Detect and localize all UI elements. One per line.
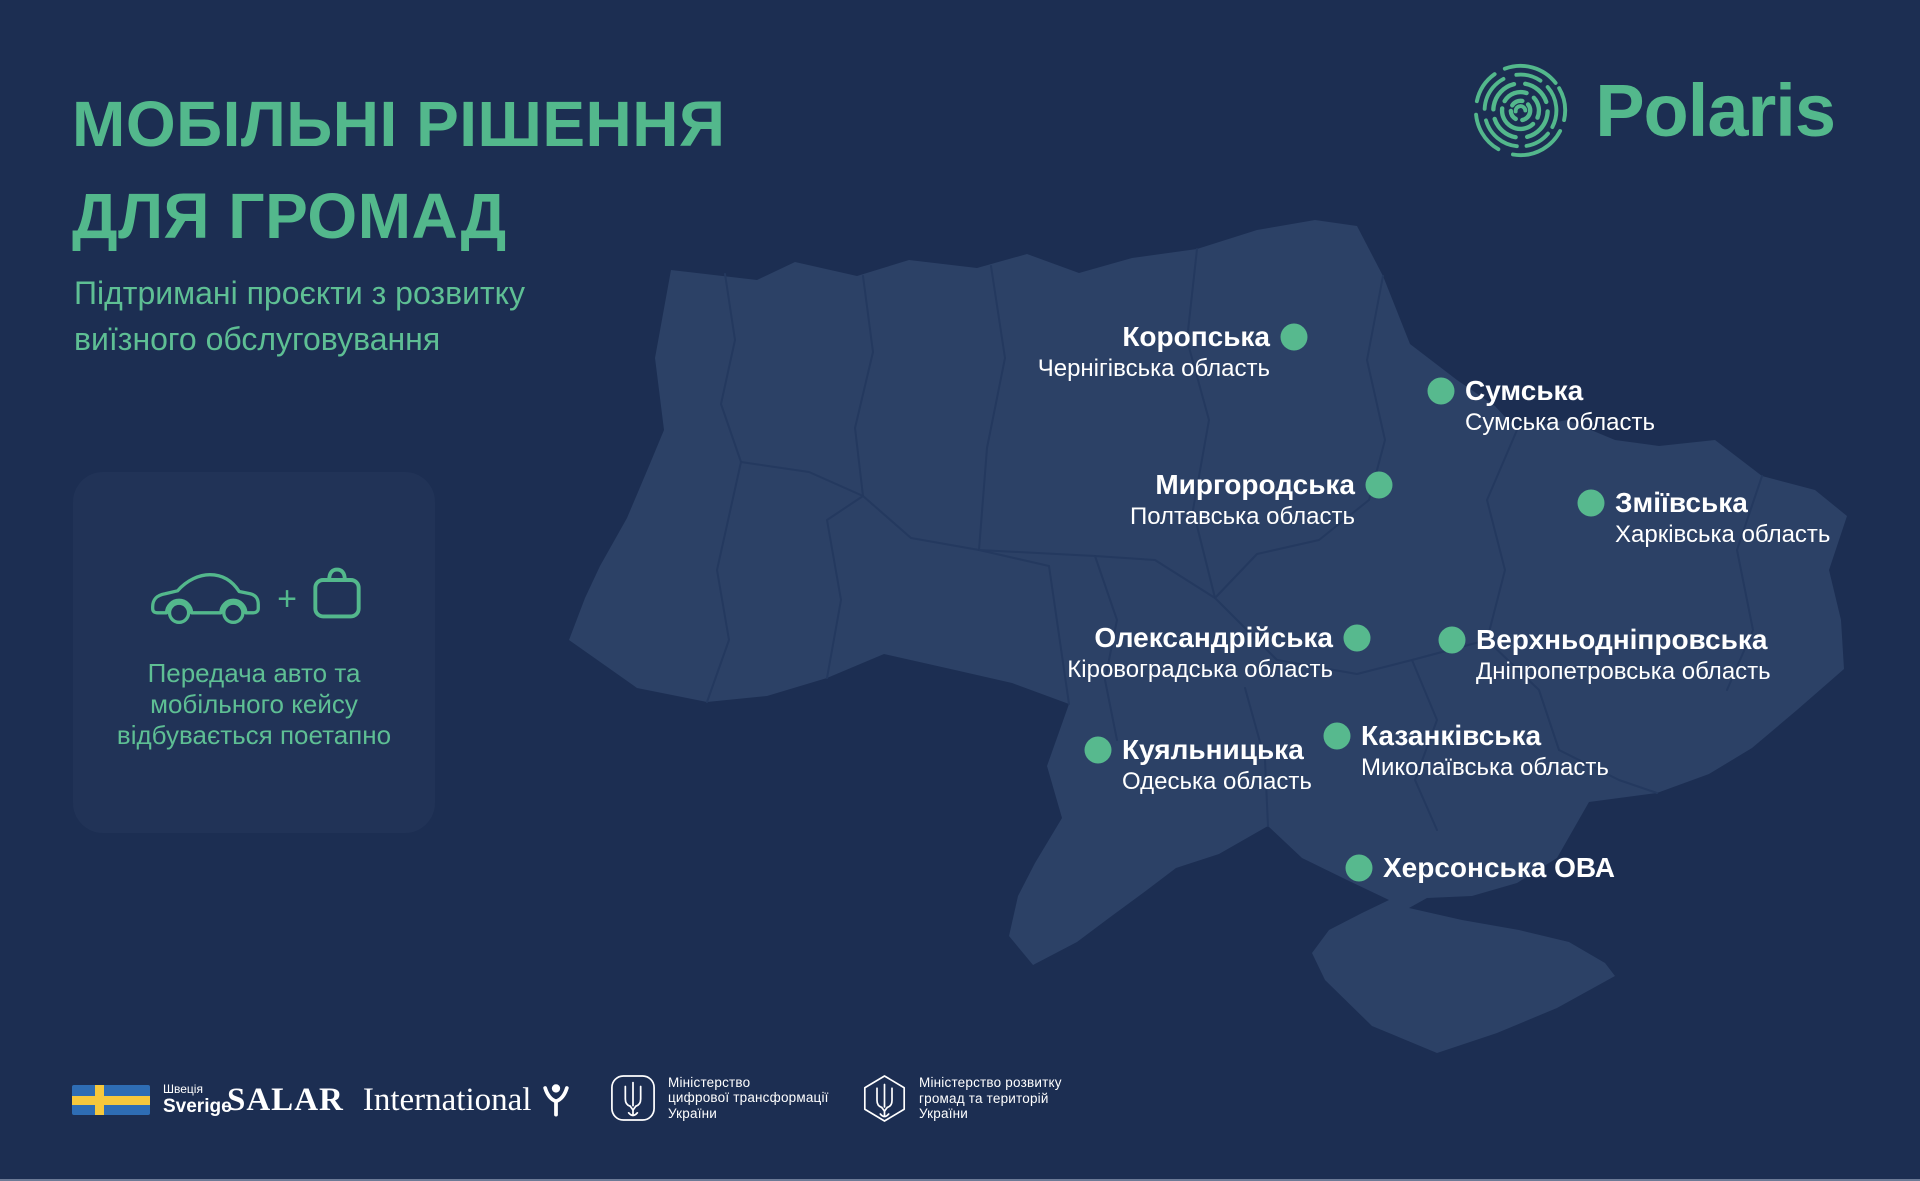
marker-label: [1465, 374, 1655, 437]
marker-oblast: Чернігівська область: [1037, 355, 1270, 382]
marker-dot: [1578, 490, 1605, 517]
marker-label: [1615, 486, 1830, 549]
marker-dot: [1085, 737, 1112, 764]
car-icon: [145, 560, 263, 626]
marker-name: Верхньодніпровська: [1476, 624, 1768, 655]
marker-name: Коропська: [1122, 321, 1270, 352]
footer: [0, 1060, 1920, 1150]
sweden-flag-icon: [72, 1085, 150, 1115]
marker-name: Куяльницька: [1122, 734, 1304, 765]
marker-dot: [1344, 625, 1371, 652]
marker-label: [1122, 733, 1312, 796]
marker-oblast: Сумська область: [1465, 409, 1655, 436]
ministry-communities-line3: України: [919, 1106, 969, 1122]
ministry-communities-logo: [862, 1074, 1062, 1123]
marker-name: Казанківська: [1361, 720, 1542, 751]
sweden-label-large: Sverige: [163, 1096, 232, 1117]
card-text-line3: відбувається поетапно: [116, 720, 392, 750]
ministry-communities-line1: Міністерство розвитку: [919, 1075, 1062, 1091]
marker-name: Олександрійська: [1094, 622, 1333, 653]
briefcase-icon: [311, 565, 363, 621]
sweden-label-small: Швеція: [163, 1082, 203, 1096]
marker-dot: [1281, 324, 1308, 351]
salar-wordmark-regular: International: [362, 1082, 532, 1118]
marker-name: Херсонська ОВА: [1383, 852, 1615, 883]
polaris-wordmark: Polaris: [1595, 69, 1835, 152]
marker-name: Зміївська: [1615, 487, 1748, 518]
marker-label: [1067, 621, 1333, 684]
ministry-digital-line3: України: [668, 1105, 718, 1121]
page-subtitle-line1: Підтримані проєкти з розвитку: [74, 275, 525, 311]
polaris-spiral-icon: [1472, 62, 1569, 159]
card-text-line2: мобільного кейсу: [150, 689, 358, 719]
marker-oblast: Дніпропетровська область: [1476, 658, 1771, 685]
ministry-communities-line2: громад та територій: [919, 1090, 1049, 1106]
marker-oblast: Харківська область: [1615, 521, 1831, 548]
salar-wordmark-bold: SALAR: [227, 1082, 344, 1118]
marker-label: [1383, 851, 1615, 885]
polaris-logo: [1472, 62, 1835, 159]
page-title-line2: ДЛЯ ГРОМАД: [72, 180, 507, 252]
marker-oblast: Миколаївська область: [1361, 754, 1609, 781]
marker-label: [1038, 320, 1270, 383]
salar-mark-icon: [541, 1083, 571, 1118]
marker-oblast: Кіровоградська область: [1067, 656, 1333, 683]
page-subtitle: [74, 270, 525, 362]
sweden-logo: [72, 1083, 232, 1117]
ministry-digital-logo: [610, 1074, 829, 1122]
card-icons: [73, 560, 435, 626]
card-text-line1: Передача авто та: [147, 658, 361, 688]
salar-logo: [227, 1082, 571, 1119]
marker-label: [1130, 468, 1355, 531]
marker-dot: [1346, 855, 1373, 882]
card-text: [73, 658, 435, 751]
trident-hexagon-icon: [862, 1074, 907, 1123]
ministry-digital-line1: Міністерство: [668, 1074, 751, 1090]
marker-dot: [1428, 378, 1455, 405]
ministry-digital-line2: цифрової трансформації: [668, 1090, 829, 1106]
marker-name: Миргородська: [1155, 469, 1355, 500]
marker-name: Сумська: [1465, 375, 1584, 406]
plus-sign: +: [277, 579, 297, 618]
trident-rounded-square-icon: [610, 1074, 656, 1122]
marker-oblast: Одеська область: [1122, 768, 1312, 795]
handover-card: [73, 472, 435, 833]
marker-dot: [1439, 627, 1466, 654]
page-title: [72, 78, 725, 262]
page-subtitle-line2: виїзного обслуговування: [74, 321, 441, 357]
marker-label: [1476, 623, 1771, 686]
marker-oblast: Полтавська область: [1129, 503, 1355, 530]
page-title-line1: МОБІЛЬНІ РІШЕННЯ: [72, 88, 726, 160]
marker-dot: [1366, 472, 1393, 499]
marker-label: [1361, 719, 1609, 782]
marker-dot: [1324, 723, 1351, 750]
